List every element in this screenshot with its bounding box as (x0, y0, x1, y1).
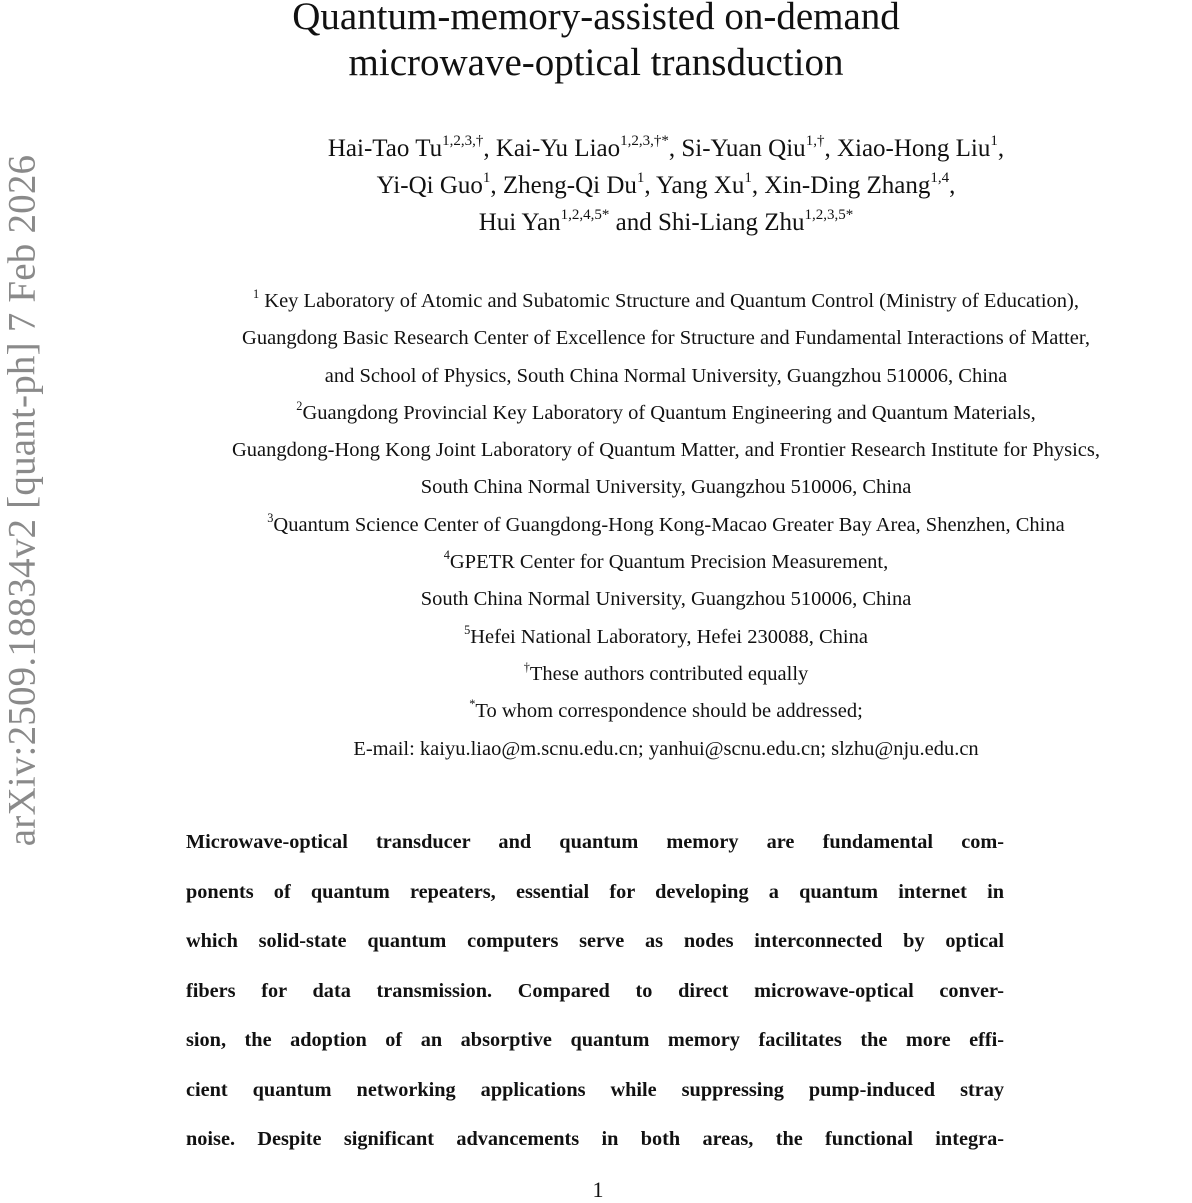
author-separator: , (997, 135, 1005, 162)
author-separator: , (490, 172, 503, 199)
affiliation-line (140, 619, 1192, 656)
author-line-2 (0, 167, 1192, 204)
note-text: To whom correspondence should be addressed; (475, 700, 863, 723)
affiliation-mark: 1 (253, 286, 260, 301)
affiliation-list (140, 283, 1192, 768)
affiliation-mark: 2 (296, 398, 303, 413)
author-affiliation-marks: 1,† (805, 132, 825, 149)
affiliation-text: Guangdong Basic Research Center of Excellence for Structure and Fundamental Interactions of Matter, (242, 327, 1090, 350)
title-line-2: microwave-optical transduction (348, 41, 844, 84)
affiliation-text: South China Normal University, Guangzhou 510006, China (420, 588, 912, 611)
abstract-line: noise. Despite significant advancements in both areas, the functional integra- (186, 1128, 1004, 1150)
affiliation-line (140, 358, 1192, 395)
author-affiliation-marks: 1 (482, 169, 491, 186)
affiliation-line (140, 469, 1192, 506)
affiliation-text: Key Laboratory of Atomic and Subatomic Structure and Quantum Control (Ministry of Education), (259, 290, 1079, 312)
equal-contribution-note (140, 656, 1192, 693)
abstract (186, 818, 1004, 1165)
author-name: Si-Yuan Qiu (681, 135, 806, 162)
author-list (0, 130, 1192, 241)
arxiv-identifier-text: arXiv:2509.18834v2 [quant-ph] 7 Feb 2026 (0, 154, 44, 846)
affiliation-line (140, 395, 1192, 432)
affiliation-text: Guangdong Provincial Key Laboratory of Quantum Engineering and Quantum Materials, (302, 401, 1036, 424)
affiliation-line (140, 432, 1192, 469)
abstract-line: ponents of quantum repeaters, essential for developing a quantum internet in (186, 880, 1004, 903)
abstract-line: Microwave-optical transducer and quantum memory are fundamental com- (186, 831, 1004, 853)
author-affiliation-marks: 1 (636, 169, 645, 186)
note-text: These authors contributed equally (529, 662, 809, 685)
author-line-3 (0, 204, 1192, 241)
author-name: Yang Xu (655, 172, 745, 199)
affiliation-mark: 5 (464, 622, 471, 637)
author-affiliation-marks: 1 (990, 132, 998, 149)
affiliation-mark: 3 (267, 510, 274, 525)
page-number: 1 (592, 1177, 604, 1202)
author-affiliation-marks: 1,2,3,5* (804, 206, 854, 223)
title-line-1: Quantum-memory-assisted on-demand (292, 0, 900, 38)
affiliation-text: and School of Physics, South China Normal University, Guangzhou 510006, China (324, 364, 1008, 387)
affiliation-line (140, 320, 1192, 357)
author-separator: , (751, 172, 765, 199)
affiliation-line (140, 544, 1192, 581)
email-text: E-mail: kaiyu.liao@m.scnu.edu.cn; yanhui@scnu.edu.cn; slzhu@nju.edu.cn (353, 737, 979, 760)
author-separator: and (609, 209, 659, 236)
affiliation-line (140, 283, 1192, 320)
author-separator: , (483, 135, 496, 162)
abstract-line: fibers for data transmission. Compared to direct microwave-optical conver- (186, 979, 1004, 1002)
author-name: Hai-Tao Tu (327, 135, 443, 162)
abstract-line: which solid-state quantum computers serve as nodes interconnected by optical (186, 930, 1004, 952)
dagger-mark: † (523, 659, 530, 674)
abstract-line: sion, the adoption of an absorptive quantum memory facilitates the more effi- (186, 1029, 1004, 1051)
author-separator: , (949, 172, 956, 199)
affiliation-line (140, 581, 1192, 618)
correspondence-note (140, 693, 1192, 730)
author-affiliation-marks: 1 (744, 169, 752, 186)
affiliation-text: Quantum Science Center of Guangdong-Hong Kong-Macao Greater Bay Area, Shenzhen, China (273, 513, 1065, 536)
author-name: Hui Yan (478, 209, 561, 236)
author-name: Kai-Yu Liao (495, 135, 621, 162)
affiliation-text: Guangdong-Hong Kong Joint Laboratory of Quantum Matter, and Frontier Research Institute for Physics, (232, 439, 1100, 462)
author-affiliation-marks: 1,2,4,5* (560, 206, 610, 223)
affiliation-line (140, 507, 1192, 544)
paper-title (0, 0, 1192, 86)
email-line (140, 731, 1192, 768)
affiliation-mark: 4 (443, 547, 450, 562)
author-name: Yi-Qi Guo (376, 172, 483, 199)
author-name: Shi-Liang Zhu (658, 209, 805, 236)
author-affiliation-marks: 1,2,3,†* (620, 132, 669, 149)
abstract-line: cient quantum networking applications while suppressing pump-induced stray (186, 1078, 1004, 1101)
author-name: Xin-Ding Zhang (764, 172, 931, 199)
affiliation-text: Hefei National Laboratory, Hefei 230088, China (470, 625, 868, 648)
author-separator: , (668, 135, 682, 162)
affiliation-text: GPETR Center for Quantum Precision Measurement, (449, 551, 889, 574)
author-affiliation-marks: 1,2,3,† (442, 132, 484, 149)
author-name: Zheng-Qi Du (502, 172, 637, 199)
author-separator: , (644, 172, 656, 199)
affiliation-text: South China Normal University, Guangzhou 510006, China (420, 476, 912, 499)
author-affiliation-marks: 1,4 (930, 169, 950, 186)
asterisk-mark: * (469, 697, 476, 712)
author-line-1 (0, 130, 1192, 167)
author-separator: , (824, 135, 837, 162)
author-name: Xiao-Hong Liu (836, 135, 991, 162)
